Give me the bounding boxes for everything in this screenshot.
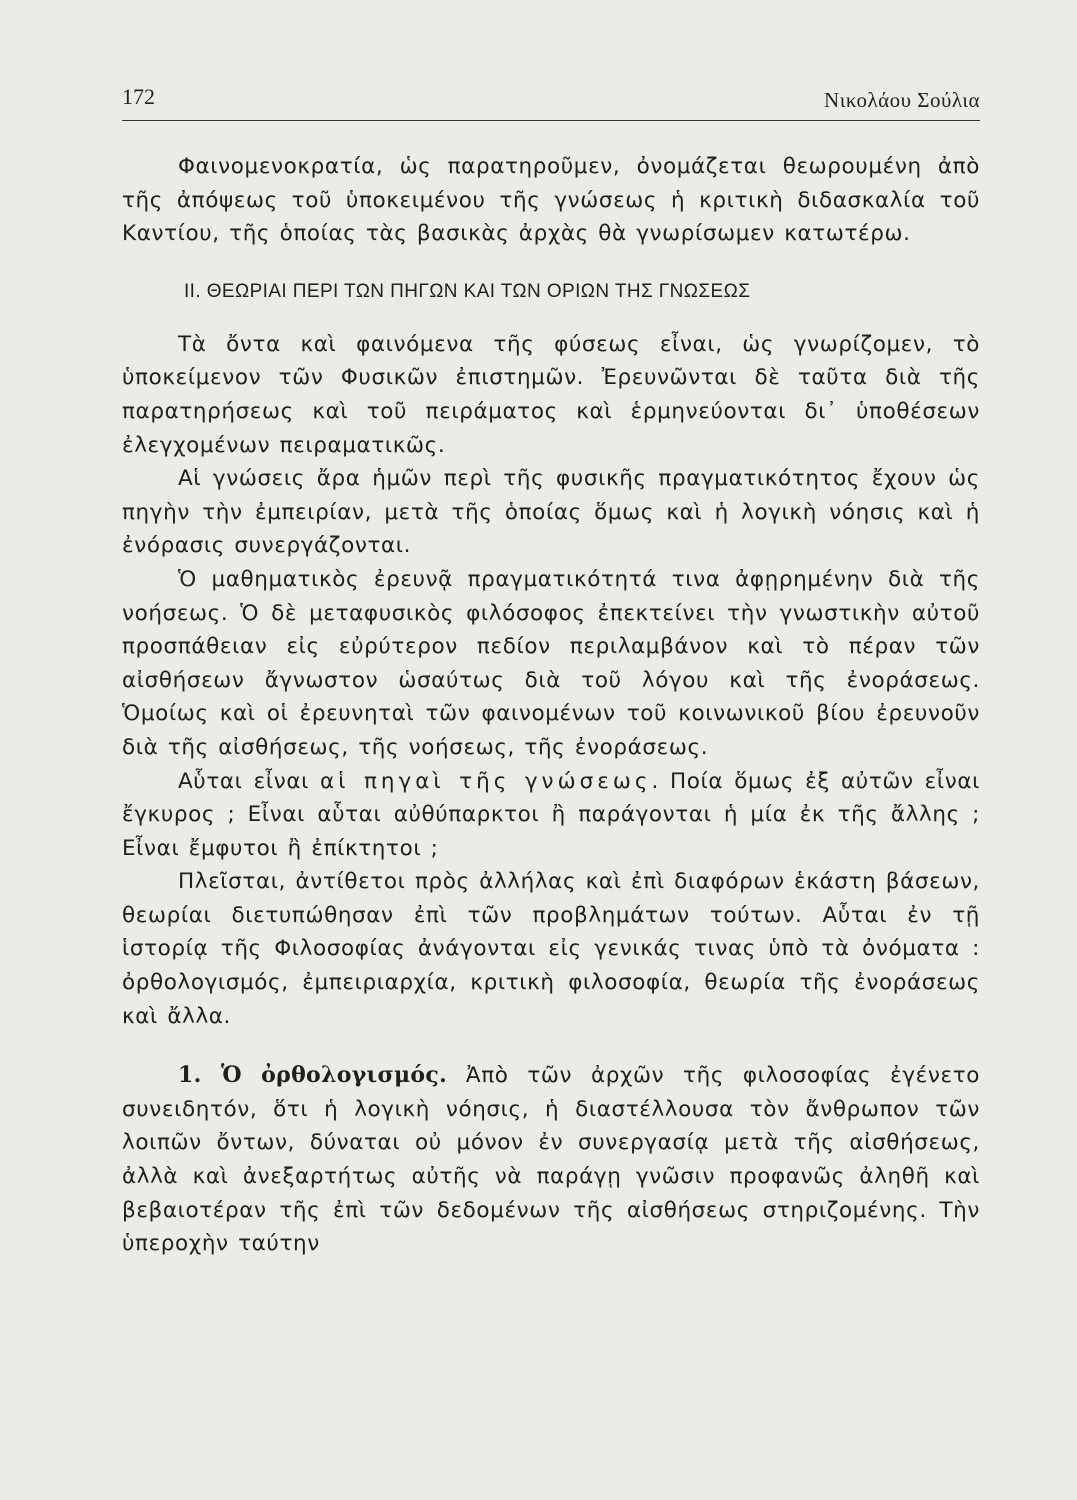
spaced-emphasis: αἱ πηγαὶ τῆς γνώσεως <box>320 768 652 794</box>
paragraph-sources-end: . Ποία ὅμως ἐξ αὐτῶν εἶναι ἔγκυρος ; Εἶναι αὗται αὐθύπαρκτοι ἢ παράγονται ἡ μία ἐκ τῆς ἄλλης ; Εἶναι ἔμφυτοι ἢ ἐπίκτητοι ; <box>122 768 980 861</box>
paragraph-phenomenalism: Φαινομενοκρατία, ὡς παρατηροῦμεν, ὀνομάζεται θεωρουμένη ἀπὸ τῆς ἀπόψεως τοῦ ὑποκειμένου τῆς γνώσεως ἡ κριτικὴ διδασκαλία τοῦ Καντίου, τῆς ὁποίας τὰς βασικὰς ἀρχὰς θὰ γνωρίσωμεν κατωτέρω. <box>122 154 980 247</box>
paragraph-sources-question <box>122 765 980 866</box>
subsection-heading: 1. Ὁ ὀρθολογισμός. <box>178 1062 448 1089</box>
body-text <box>122 150 980 1261</box>
page-number: 172 <box>122 84 155 109</box>
page-header <box>122 80 980 121</box>
paragraph-rationalism-text: Ἀπὸ τῶν ἀρχῶν τῆς φιλοσοφίας ἐγένετο συνειδητόν, ὅτι ἡ λογικὴ νόησις, ἡ διαστέλλουσα τὸν ἄνθρωπον τῶν λοιπῶν ὄντων, δύναται οὐ μόνον ἐν συνεργασίᾳ μετὰ τῆς αἰσθήσεως, ἀλλὰ καὶ ἀνεξαρτήτως αὐτῆς νὰ παράγῃ γνῶσιν προφανῶς ἀληθῆ καὶ βεβαιοτέραν τῆς ἐπὶ τῶν δεδομένων τῆς αἰσθήσεως στηριζομένης. Τὴν ὑπεροχὴν ταύτην <box>122 1063 980 1257</box>
paragraph-rationalism <box>122 1059 980 1261</box>
paragraph-theories: Πλεῖσται, ἀντίθετοι πρὸς ἀλλήλας καὶ ἐπὶ διαφόρων ἑκάστη βάσεων, θεωρίαι διετυπώθησαν ἐπὶ τῶν προβλημάτων τούτων. Αὗται ἐν τῇ ἱστορίᾳ τῆς Φιλοσοφίας ἀνάγονται εἰς γενικάς τινας ὑπὸ τὰ ὀνόματα : ὀρθολογισμός, ἐμπειριαρχία, κριτικὴ φιλοσοφία, θεωρία τῆς ἐνοράσεως καὶ ἄλλα. <box>122 869 980 1029</box>
paragraph-beings-phenomena: Τὰ ὄντα καὶ φαινόμενα τῆς φύσεως εἶναι, ὡς γνωρίζομεν, τὸ ὑποκείμενον τῶν Φυσικῶν ἐπιστημῶν. Ἐρευνῶνται δὲ ταῦτα διὰ τῆς παρατηρήσεως καὶ τοῦ πειράματος καὶ ἑρμηνεύονται δι᾽ ὑποθέσεων ἐλεγχομένων πειραματικῶς. <box>122 331 980 458</box>
paragraph-knowledge-sources: Αἱ γνώσεις ἄρα ἡμῶν περὶ τῆς φυσικῆς πραγματικότητος ἔχουν ὡς πηγὴν τὴν ἐμπειρίαν, μετὰ τῆς ὁποίας ὅμως καὶ ἡ λογικὴ νόησις καὶ ἡ ἐνόρασις συνεργάζονται. <box>122 466 980 559</box>
running-head: Νικολάου Σούλια <box>824 88 980 112</box>
paragraph-mathematician: Ὁ μαθηματικὸς ἐρευνᾷ πραγματικότητά τινα ἀφῃρημένην διὰ τῆς νοήσεως. Ὁ δὲ μεταφυσικὸς φιλόσοφος ἐπεκτείνει τὴν γνωστικὴν αὐτοῦ προσπάθειαν εἰς εὐρύτερον πεδίον περιλαμβάνον καὶ τὸ πέραν τῶν αἰσθήσεων ἄγνωστον ὡσαύτως διὰ τοῦ λόγου καὶ τῆς ἐνοράσεως. Ὁμοίως καὶ οἱ ἐρευνηταὶ τῶν φαινομένων τοῦ κοινωνικοῦ βίου ἐρευνοῦν διὰ τῆς αἰσθήσεως, τῆς νοήσεως, τῆς ἐνοράσεως. <box>122 566 980 760</box>
section-heading: II. ΘΕΩΡΙΑΙ ΠΕΡΙ ΤΩΝ ΠΗΓΩΝ ΚΑΙ ΤΩΝ ΟΡΙΩΝ ΤΗΣ ΓΝΩΣΕΩΣ <box>184 280 751 302</box>
paragraph-sources-start: Αὗται εἶναι <box>178 768 321 794</box>
